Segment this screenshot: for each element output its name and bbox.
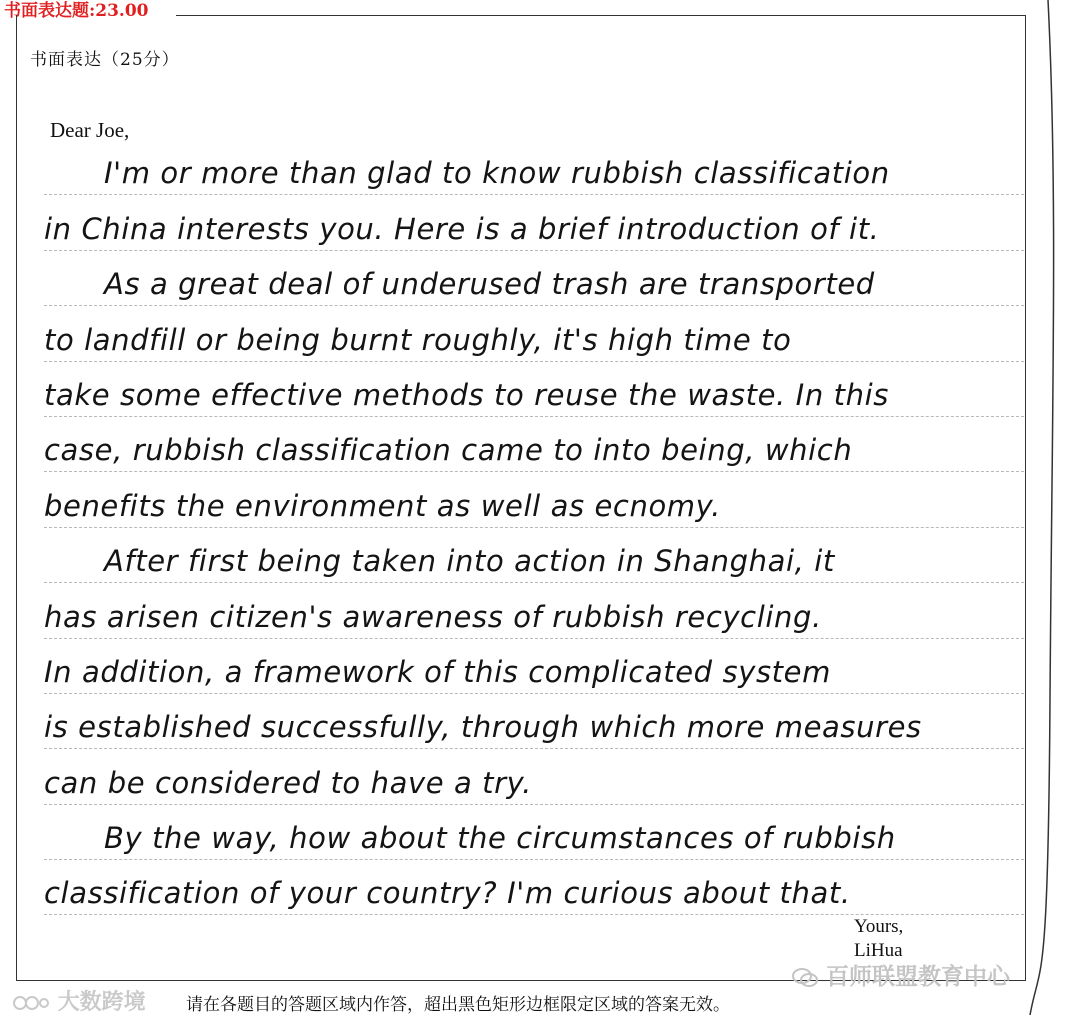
essay-line-text: I'm or more than glad to know rubbish classification [104,156,890,191]
essay-line [44,306,1024,361]
essay-line-text: classification of your country? I'm curious about that. [44,876,851,911]
essay-line [44,749,1024,804]
essay-line [44,805,1024,860]
watermark-right [792,958,1010,991]
letter-closing-block [854,915,903,963]
essay-line [44,860,1024,915]
letter-greeting: Dear Joe, [50,118,130,142]
essay-line-text: has arisen citizen's awareness of rubbish recycling. [44,599,822,634]
essay-line [44,362,1024,417]
essay-line [44,195,1024,250]
score-label: 书面表达题:23.00 [4,1,149,21]
essay-line-text: As a great deal of underused trash are transported [104,267,875,302]
essay-line [44,528,1024,583]
chat-bubble-icon [792,967,818,989]
essay-line-text: In addition, a framework of this complicated system [44,654,831,689]
essay-line-text: benefits the environment as well as ecnomy. [44,488,721,523]
essay-line-text: is established successfully, through which more measures [44,710,922,745]
footer-notice: 请在各题目的答题区域内作答，超出黑色矩形边框限定区域的答案无效。 [186,995,730,1015]
essay-line-text: in China interests you. Here is a brief introduction of it. [44,211,880,246]
watermark-right-text: 百师联盟教育中心 [826,964,1011,990]
essay-body [44,140,1024,915]
essay-line-text: take some effective methods to reuse the waste. In this [44,377,889,412]
essay-line [44,639,1024,694]
section-title: 书面表达（25分） [30,50,180,70]
essay-line [44,417,1024,472]
watermark-left-text: 大数跨境 [57,990,146,1015]
page-curl-edge [1028,0,1074,1021]
essay-line [44,583,1024,638]
watermark-left [12,985,146,1016]
essay-line [44,140,1024,195]
essay-line [44,251,1024,306]
letter-closing: Yours, [854,916,904,937]
essay-line-text: case, rubbish classification came to into being, which [44,433,853,468]
essay-line-text: to landfill or being burnt roughly, it's high time to [44,322,792,357]
essay-line-text: After first being taken into action in Shanghai, it [104,544,835,579]
essay-line [44,472,1024,527]
essay-line-text: can be considered to have a try. [44,765,532,800]
logo-icon [12,991,50,1015]
letter-signature: LiHua [854,940,903,961]
essay-line-text: By the way, how about the circumstances of rubbish [104,821,896,856]
essay-line [44,694,1024,749]
